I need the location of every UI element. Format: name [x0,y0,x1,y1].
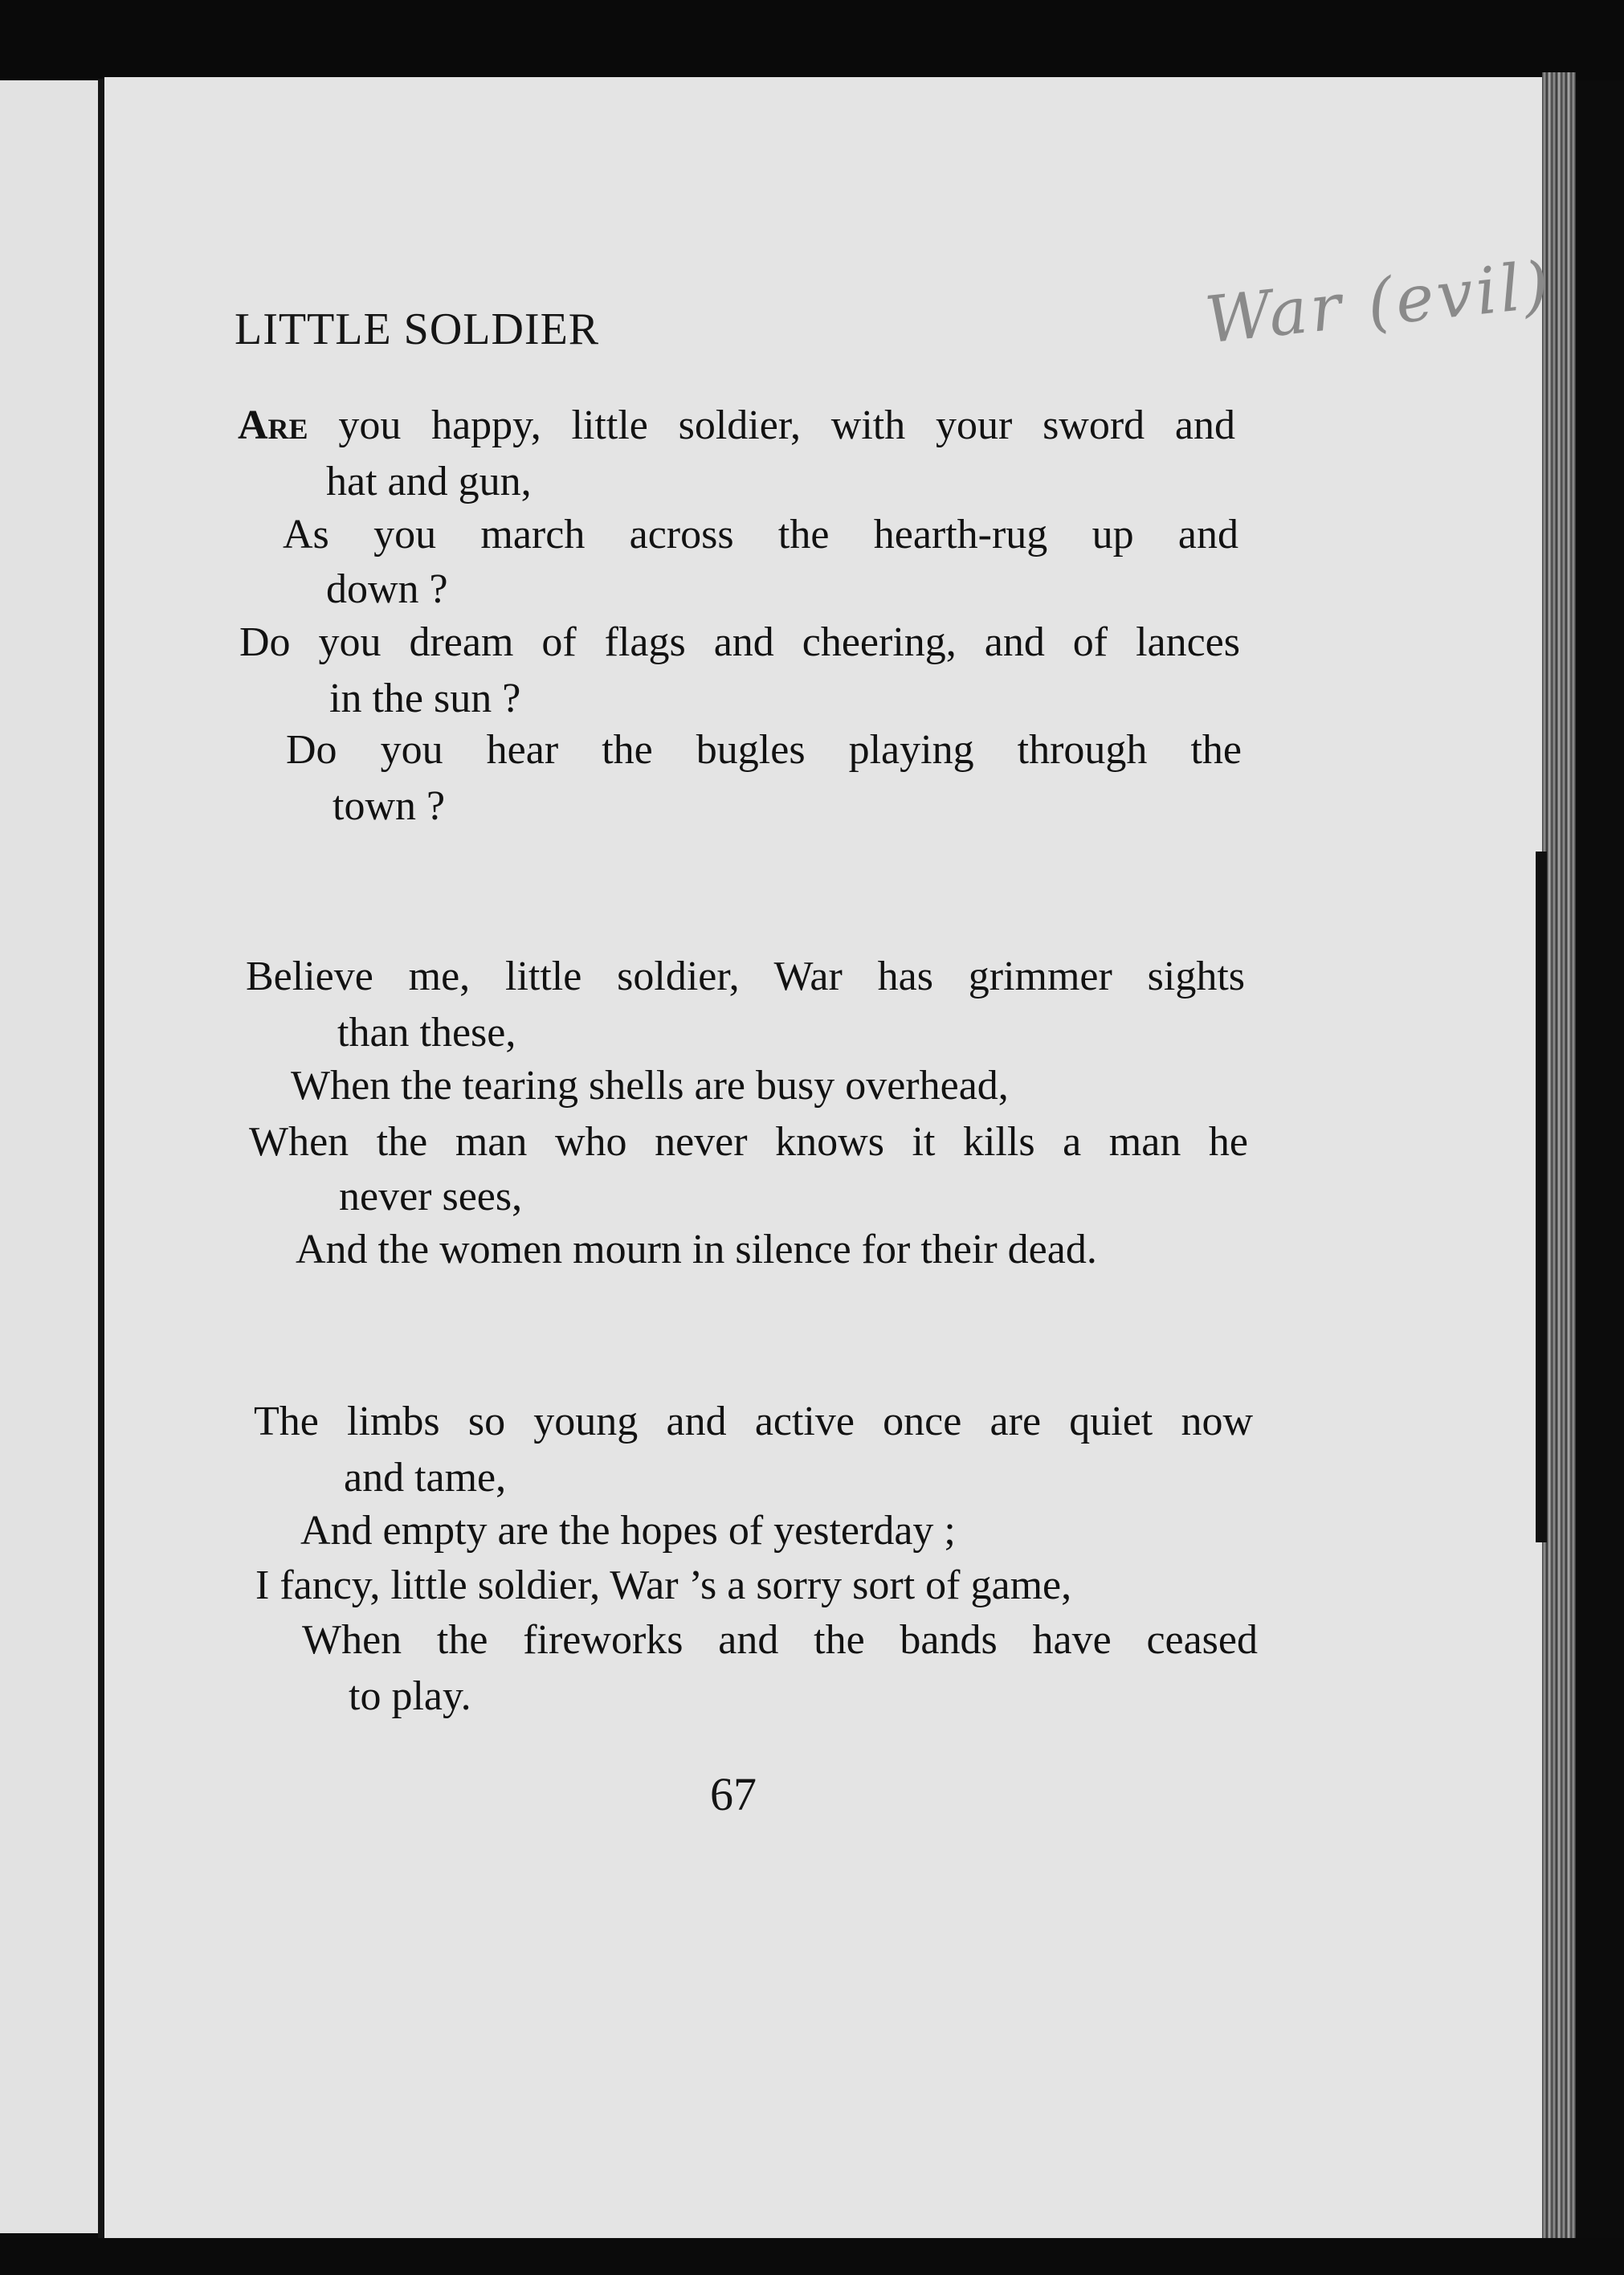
poem-line: And empty are the hopes of yesterday ; [300,1508,956,1554]
page-edge-shadow [1536,852,1547,1542]
poem-line: When the man who never knows it kills a man he [249,1119,1248,1165]
poem-title: LITTLE SOLDIER [235,304,600,354]
poem-line: Believe me, little soldier, War has grimmer sights [246,954,1245,999]
poem-line: When the fireworks and the bands have ceased [302,1617,1258,1663]
scan-top-border [0,0,1624,80]
page-stack-edge [1542,72,1576,2257]
poem-line: town ? [333,783,446,829]
poem-line: I fancy, little soldier, War ’s a sorry sort of game, [255,1562,1072,1608]
handwritten-annotation: War (evil) [1202,247,1556,358]
facing-page-edge [0,80,98,2233]
poem-line: The limbs so young and active once are quiet now [254,1399,1253,1444]
poem-line: never sees, [339,1174,523,1219]
poem-line: hat and gun, [326,459,532,504]
poem-line: Do you dream of flags and cheering, and of lances [239,619,1240,665]
poem-line: And the women mourn in silence for their dead. [296,1227,1097,1272]
poem-line: to play. [349,1673,471,1719]
book-gutter [98,79,104,2248]
poem-line: in the sun ? [329,676,521,721]
poem-line: and tame, [344,1455,507,1501]
poem-line: Are you happy, little soldier, with your sword and [238,402,1236,448]
scan-bottom-border [0,2238,1624,2275]
opening-word: Are [238,402,308,448]
poem-line: than these, [337,1010,516,1056]
poem-line: down ? [326,566,448,612]
poem-line: Do you hear the bugles playing through the [286,727,1242,773]
poem-line: When the tearing shells are busy overhead, [291,1063,1009,1109]
page-number: 67 [710,1768,757,1820]
poem-line: As you march across the hearth-rug up and [283,512,1238,558]
